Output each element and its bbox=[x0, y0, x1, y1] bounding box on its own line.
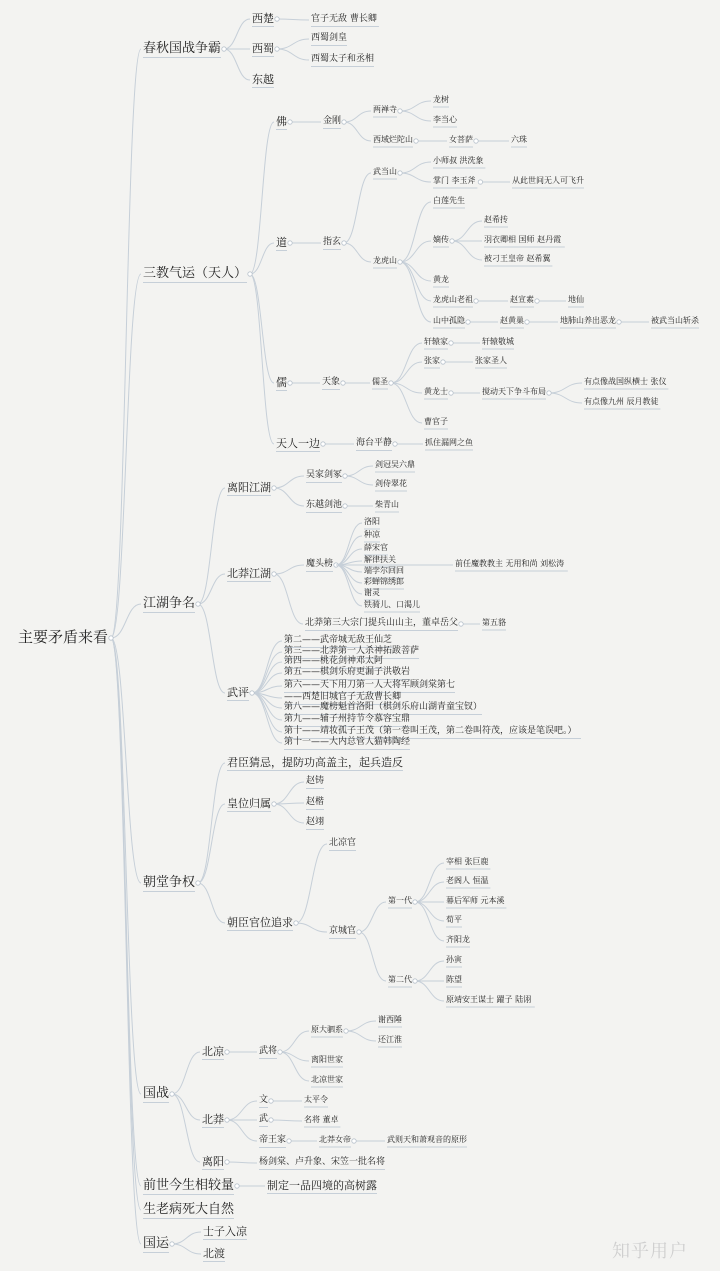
connector-line bbox=[111, 638, 141, 1244]
connector-line bbox=[252, 652, 282, 693]
collapse-dot-icon bbox=[109, 636, 113, 640]
mindmap-node-d4: 离阳世家 bbox=[311, 1055, 343, 1064]
mindmap-node-d1: 前世今生相较量 bbox=[143, 1177, 235, 1193]
collapse-dot-icon bbox=[343, 474, 347, 478]
collapse-dot-icon bbox=[459, 622, 463, 626]
mindmap-node-d4: 抓住漏网之鱼 bbox=[425, 438, 473, 447]
mindmap-node-d3: 东越剑池 bbox=[306, 499, 343, 510]
collapse-dot-icon bbox=[441, 360, 445, 364]
connector-line bbox=[252, 693, 282, 732]
mindmap-node-d4: 前任魔教教主 无用和尚 刘松涛 bbox=[455, 559, 565, 568]
mindmap-node-d1: 生老病死大自然 bbox=[143, 1201, 235, 1217]
collapse-dot-icon bbox=[250, 691, 254, 695]
mindmap-node-d3: 赵楷 bbox=[306, 796, 325, 807]
mindmap-node-d2: 北渡 bbox=[203, 1246, 225, 1260]
connector-line bbox=[172, 1244, 201, 1254]
connector-line bbox=[274, 476, 304, 488]
mindmap-node-d4: 北凉世家 bbox=[311, 1075, 343, 1084]
collapse-dot-icon bbox=[294, 921, 298, 925]
connector-line bbox=[345, 466, 373, 476]
mindmap-node-d5: 轩辕家 bbox=[424, 337, 448, 346]
mindmap-node-d7: 有点像九州 辰月教徒 bbox=[584, 397, 659, 406]
connector-line bbox=[336, 565, 362, 606]
mindmap-node-d3: 北莽第三大宗门提兵山山主，董卓岳父 bbox=[305, 617, 459, 628]
connector-line bbox=[250, 122, 274, 274]
collapse-dot-icon bbox=[474, 139, 478, 143]
mindmap-node-d5: 女菩萨 bbox=[449, 135, 473, 144]
mindmap-node-d3: 西蜀太子和丞相 bbox=[311, 53, 375, 64]
connector-line bbox=[346, 1031, 376, 1041]
mindmap-node-d2: 武评 bbox=[227, 685, 249, 699]
mindmap-node-d3: 杨剑棠、卢升象、宋笠一批名将 bbox=[259, 1156, 386, 1167]
mindmap-node-d4: 种凉 bbox=[364, 530, 380, 539]
root-node: 主要矛盾来看 bbox=[18, 627, 109, 646]
collapse-dot-icon bbox=[225, 1160, 229, 1164]
collapse-dot-icon bbox=[413, 900, 417, 904]
connector-line bbox=[549, 383, 582, 393]
connector-line bbox=[172, 1232, 201, 1244]
mindmap-node-d6: 羽衣卿相 国师 赵丹霞 bbox=[484, 235, 562, 244]
connector-line bbox=[344, 173, 371, 243]
collapse-dot-icon bbox=[275, 17, 279, 21]
mindmap-node-d6: 六珠 bbox=[511, 135, 527, 144]
mindmap-node-d3: 第十一——大内总管人猫韩陶经 bbox=[284, 736, 411, 747]
collapse-dot-icon bbox=[196, 602, 200, 606]
mindmap-node-d4: 彩蝉锦绣郎 bbox=[364, 577, 404, 586]
connector-line bbox=[111, 49, 141, 638]
collapse-dot-icon bbox=[535, 299, 539, 303]
mindmap-node-d3: 京城官 bbox=[329, 925, 357, 936]
collapse-dot-icon bbox=[272, 802, 276, 806]
connector-line bbox=[415, 961, 444, 981]
connector-line bbox=[274, 565, 304, 574]
connector-line bbox=[415, 981, 444, 1001]
mindmap-node-d2: 儒 bbox=[276, 375, 287, 389]
mindmap-node-d7: 地仙 bbox=[568, 295, 584, 304]
collapse-dot-icon bbox=[450, 239, 454, 243]
connector-line bbox=[400, 202, 431, 262]
connector-line bbox=[400, 241, 431, 262]
mindmap-node-d3: 吴家剑冢 bbox=[306, 469, 343, 480]
mindmap-node-d5: 黄龙 bbox=[433, 275, 449, 284]
mindmap-node-d4: 儒圣 bbox=[372, 377, 388, 386]
mindmap-node-d5: 齐阳龙 bbox=[446, 935, 470, 944]
connector-line bbox=[274, 574, 303, 624]
connector-line bbox=[274, 782, 304, 804]
mindmap-node-d3: 第四——桃花剑神邓太阿 bbox=[284, 655, 384, 666]
mindmap-node-d7: 有点像战国纵横士 张仪 bbox=[584, 377, 667, 386]
mindmap-node-d3: 北凉官 bbox=[329, 837, 357, 848]
collapse-dot-icon bbox=[466, 320, 470, 324]
mindmap-node-d4: 谢灵 bbox=[364, 588, 380, 597]
collapse-dot-icon bbox=[275, 47, 279, 51]
connector-line bbox=[277, 39, 309, 49]
mindmap-node-d4: 剑侍翠花 bbox=[375, 479, 407, 488]
collapse-dot-icon bbox=[278, 1050, 282, 1054]
mindmap-node-d2: 皇位归属 bbox=[227, 796, 271, 810]
collapse-dot-icon bbox=[341, 381, 345, 385]
collapse-dot-icon bbox=[321, 442, 325, 446]
mindmap-node-d4: 第五貉 bbox=[482, 618, 506, 627]
mindmap-node-d4: 第一代 bbox=[388, 896, 412, 905]
mindmap-node-d6: 张家圣人 bbox=[475, 356, 507, 365]
mindmap-node-d5: 白莲先生 bbox=[433, 196, 465, 205]
collapse-dot-icon bbox=[413, 979, 417, 983]
mindmap-node-d2: 西蜀 bbox=[252, 41, 274, 55]
mindmap-node-d5: 荀平 bbox=[446, 915, 462, 924]
mindmap-node-d6: 赵黄巢 bbox=[500, 316, 524, 325]
connector-line bbox=[296, 844, 327, 923]
collapse-dot-icon bbox=[225, 1050, 229, 1054]
connector-line bbox=[172, 1094, 200, 1162]
mindmap-node-d4: 柴青山 bbox=[375, 500, 399, 509]
collapse-dot-icon bbox=[474, 299, 478, 303]
mindmap-node-d3: 第八——魔榜魁首洛阳（棋剑乐府山湖青童宝钗） bbox=[284, 701, 483, 712]
connector-line bbox=[280, 1031, 309, 1052]
connector-line bbox=[345, 476, 373, 485]
mindmap-node-d4: 洛阳 bbox=[364, 517, 380, 526]
connector-line bbox=[198, 763, 225, 883]
mindmap-node-d3: 指玄 bbox=[323, 236, 342, 247]
connector-line bbox=[111, 604, 141, 638]
connector-line bbox=[359, 932, 386, 981]
collapse-dot-icon bbox=[389, 381, 393, 385]
collapse-dot-icon bbox=[352, 1139, 356, 1143]
mindmap-node-d5: 老阁人 恒温 bbox=[446, 876, 489, 885]
connector-line bbox=[415, 902, 444, 941]
mindmap-node-d2: 君臣猜忌，提防功高盖主，起兵造反 bbox=[227, 755, 403, 769]
mindmap-node-d2: 北莽 bbox=[202, 1112, 224, 1126]
connector-line bbox=[271, 1120, 302, 1121]
connector-line bbox=[224, 19, 250, 49]
mindmap-node-d5: 李当心 bbox=[433, 115, 457, 124]
mindmap-node-d2: 士子入凉 bbox=[203, 1224, 247, 1238]
mindmap-node-d5: 龙树 bbox=[433, 95, 449, 104]
connector-line bbox=[391, 383, 422, 423]
connector-line bbox=[400, 262, 431, 301]
connector-line bbox=[111, 638, 141, 1094]
connector-line bbox=[172, 1094, 200, 1120]
connector-line bbox=[198, 804, 225, 883]
collapse-dot-icon bbox=[357, 930, 361, 934]
connector-line bbox=[198, 883, 225, 923]
mindmap-node-d3: 帝王家 bbox=[259, 1134, 287, 1145]
mindmap-node-d3: 金刚 bbox=[323, 115, 342, 126]
connector-line bbox=[400, 111, 431, 121]
mindmap-node-d6: 轩辕敬城 bbox=[482, 337, 514, 346]
mindmap-node-d5: 陈望 bbox=[446, 975, 462, 984]
collapse-dot-icon bbox=[398, 109, 402, 113]
mindmap-node-d2: 离阳江湖 bbox=[227, 480, 271, 494]
collapse-dot-icon bbox=[342, 120, 346, 124]
mindmap-node-d3: 第三——北莽第一人杀神拓跋菩萨 bbox=[284, 645, 420, 656]
watermark: 知乎用户 bbox=[612, 1241, 688, 1262]
mindmap-node-d3: 官子无敌 曹长卿 bbox=[311, 13, 377, 24]
connector-line bbox=[549, 393, 582, 403]
collapse-dot-icon bbox=[170, 1092, 174, 1096]
connector-line bbox=[336, 565, 362, 594]
collapse-dot-icon bbox=[617, 320, 621, 324]
mindmap-node-d3: 武 bbox=[259, 1113, 269, 1124]
mindmap-node-d2: 朝臣官位追求 bbox=[227, 915, 293, 929]
mindmap-node-d5: 小师叔 洪洗象 bbox=[433, 156, 484, 165]
collapse-dot-icon bbox=[449, 341, 453, 345]
collapse-dot-icon bbox=[342, 241, 346, 245]
mindmap-node-d5: 还江淮 bbox=[378, 1035, 402, 1044]
mindmap-node-d2: 北莽江湖 bbox=[227, 566, 271, 580]
connector-line bbox=[415, 882, 444, 902]
collapse-dot-icon bbox=[225, 1118, 229, 1122]
mindmap-node-d1: 江湖争名 bbox=[143, 595, 196, 611]
mindmap-node-d2: 西楚 bbox=[252, 11, 274, 25]
mindmap-node-d5: 张家 bbox=[424, 356, 440, 365]
mindmap-node-d3: 武将 bbox=[259, 1045, 278, 1056]
collapse-dot-icon bbox=[478, 180, 482, 184]
mindmap-node-d4: 端孛尔回回 bbox=[364, 566, 404, 575]
connector-line bbox=[111, 638, 141, 883]
connector-line bbox=[400, 101, 431, 111]
collapse-dot-icon bbox=[393, 442, 397, 446]
mindmap-node-d4: 太平令 bbox=[304, 1095, 328, 1104]
mindmap-node-d5: 谢西陲 bbox=[378, 1015, 402, 1024]
mindmap-node-d3: 天象 bbox=[322, 376, 341, 387]
connector-line bbox=[359, 902, 386, 932]
connector-line bbox=[336, 536, 362, 565]
connector-line bbox=[198, 604, 225, 693]
mindmap-node-d4: 北莽女帝 bbox=[319, 1135, 351, 1144]
connector-line bbox=[415, 902, 444, 921]
mindmap-node-d6: 被刁王皇帝 赵希翼 bbox=[484, 254, 551, 263]
collapse-dot-icon bbox=[344, 1029, 348, 1033]
collapse-dot-icon bbox=[398, 171, 402, 175]
mindmap-node-d2: 制定一品四境的高树露 bbox=[267, 1178, 377, 1192]
mindmap-node-d3: 第六——天下用刀第一人大将军顾剑棠第七 bbox=[284, 679, 456, 690]
collapse-dot-icon bbox=[343, 504, 347, 508]
mindmap-node-d5: 曹官子 bbox=[424, 417, 448, 426]
connector-line bbox=[452, 241, 482, 260]
mindmap-node-d4: 第二代 bbox=[388, 975, 412, 984]
collapse-dot-icon bbox=[269, 1118, 273, 1122]
connector-line bbox=[274, 804, 304, 823]
collapse-dot-icon bbox=[170, 1242, 174, 1246]
mindmap-node-d5: 武则天和萧观音的原形 bbox=[387, 1135, 467, 1144]
mindmap-node-d4: 解律扶关 bbox=[364, 555, 396, 564]
mindmap-node-d3: 第十——靖妆孤子王茂（第一卷叫王茂，第二卷叫符茂，应该是笔误吧。） bbox=[284, 725, 577, 736]
connector-line bbox=[344, 122, 371, 141]
connector-line bbox=[250, 274, 274, 383]
mindmap-node-d4: 龙虎山 bbox=[373, 256, 397, 265]
connector-line bbox=[296, 923, 327, 932]
mindmap-node-d5: 孙寅 bbox=[446, 955, 462, 964]
mindmap-node-d2: 东越 bbox=[252, 72, 274, 86]
mindmap-node-d4: 剑冠吴六鼎 bbox=[375, 460, 415, 469]
mindmap-node-d8: 被武当山斩杀 bbox=[651, 316, 699, 325]
connector-line bbox=[224, 49, 250, 80]
collapse-dot-icon bbox=[449, 391, 453, 395]
mindmap-node-d6: 搅动天下争斗布局 bbox=[482, 387, 546, 396]
mindmap-node-d5: 掌门 李玉斧 bbox=[433, 176, 476, 185]
collapse-dot-icon bbox=[288, 241, 292, 245]
mindmap-node-d3: 文 bbox=[259, 1094, 269, 1105]
mindmap-node-d4: 铁骑儿、口渴儿 bbox=[364, 600, 420, 609]
mindmap-node-d3: ——西楚旧城官子无敌曹长卿 bbox=[284, 691, 402, 702]
collapse-dot-icon bbox=[222, 47, 226, 51]
mindmap-node-d7: 地肺山养出恶龙 bbox=[560, 316, 616, 325]
mindmap-node-d4: 两禅寺 bbox=[373, 105, 397, 114]
collapse-dot-icon bbox=[287, 1139, 291, 1143]
mindmap-node-d4: 薛宋官 bbox=[364, 543, 388, 552]
mindmap-node-d1: 三教气运（天人） bbox=[143, 265, 248, 281]
mindmap-node-d5: 嫡传 bbox=[433, 235, 449, 244]
connector-line bbox=[277, 49, 309, 60]
mindmap-node-d1: 春秋国战争霸 bbox=[143, 40, 222, 56]
connector-line bbox=[336, 523, 362, 565]
mindmap-node-d4: 名将 董卓 bbox=[304, 1115, 339, 1124]
mindmap-node-d3: 魔头榜 bbox=[306, 558, 334, 569]
collapse-dot-icon bbox=[272, 486, 276, 490]
connector-line bbox=[400, 162, 431, 173]
connector-line bbox=[227, 1162, 257, 1163]
mindmap-node-d2: 天人一边 bbox=[276, 436, 320, 450]
mindmap-node-d2: 道 bbox=[276, 235, 287, 249]
connector-line bbox=[400, 173, 431, 182]
mindmap-node-d2: 佛 bbox=[276, 114, 287, 128]
mindmap-node-d4: 武当山 bbox=[373, 167, 397, 176]
connector-line bbox=[344, 111, 371, 122]
connector-line bbox=[252, 641, 282, 693]
connector-line bbox=[252, 693, 282, 720]
mindmap-node-d3: 第二——武帝城无敌王仙芝 bbox=[284, 634, 393, 645]
connector-line bbox=[391, 362, 422, 383]
connector-line bbox=[452, 221, 482, 241]
collapse-dot-icon bbox=[525, 320, 529, 324]
mindmap-node-d3: 赵翊 bbox=[306, 816, 325, 827]
connector-line bbox=[274, 488, 304, 506]
connector-line bbox=[277, 19, 309, 20]
collapse-dot-icon bbox=[269, 1099, 273, 1103]
collapse-dot-icon bbox=[547, 391, 551, 395]
mindmap-node-d1: 朝堂争权 bbox=[143, 874, 196, 890]
collapse-dot-icon bbox=[288, 120, 292, 124]
connector-line bbox=[346, 1021, 376, 1031]
mindmap-node-d5: 幕后军师 元本溪 bbox=[446, 896, 505, 905]
mindmap-node-d3: 海台平静 bbox=[356, 437, 393, 448]
connector-line bbox=[400, 262, 431, 281]
mindmap-node-d4: 西域烂陀山 bbox=[373, 135, 413, 144]
mindmap-node-d5: 山中孤隐 bbox=[433, 316, 465, 325]
mindmap-node-d2: 离阳 bbox=[202, 1154, 224, 1168]
collapse-dot-icon bbox=[248, 272, 252, 276]
collapse-dot-icon bbox=[235, 1184, 239, 1188]
collapse-dot-icon bbox=[272, 572, 276, 576]
collapse-dot-icon bbox=[414, 139, 418, 143]
mindmap-node-d3: 赵铸 bbox=[306, 775, 325, 786]
connector-line bbox=[250, 274, 274, 444]
mindmap-node-d3: 第九——辅子州持节令慕容宝鼎 bbox=[284, 713, 411, 724]
mindmap-node-d3: 第五——棋剑乐府更漏子洪敬岩 bbox=[284, 666, 411, 677]
mindmap-node-d6: 赵宣素 bbox=[510, 295, 534, 304]
mindmap-node-d5: 宰相 张巨鹿 bbox=[446, 857, 489, 866]
collapse-dot-icon bbox=[288, 381, 292, 385]
mindmap-node-d6: 赵希抟 bbox=[484, 215, 508, 224]
connector-line bbox=[227, 1101, 257, 1120]
mindmap-node-d3: 西蜀剑皇 bbox=[311, 32, 348, 43]
mindmap-node-d6: 从此世间无人可飞升 bbox=[512, 176, 584, 185]
collapse-dot-icon bbox=[398, 260, 402, 264]
mindmap-node-d1: 国战 bbox=[143, 1085, 170, 1101]
mindmap-node-d1: 国运 bbox=[143, 1235, 170, 1251]
mindmap-node-d5: 龙虎山老祖 bbox=[433, 295, 473, 304]
mindmap-node-d2: 北凉 bbox=[202, 1044, 224, 1058]
mindmap-node-d4: 原大驷系 bbox=[311, 1025, 343, 1034]
mindmap-node-d5: 原靖安王谋士 躍子 陆诩 bbox=[446, 995, 532, 1004]
connector-line bbox=[344, 243, 371, 262]
connector-line bbox=[227, 1120, 257, 1141]
collapse-dot-icon bbox=[196, 881, 200, 885]
connector-line bbox=[198, 488, 225, 604]
mindmap-node-d5: 黄龙士 bbox=[424, 387, 448, 396]
connector-line bbox=[172, 1052, 200, 1094]
